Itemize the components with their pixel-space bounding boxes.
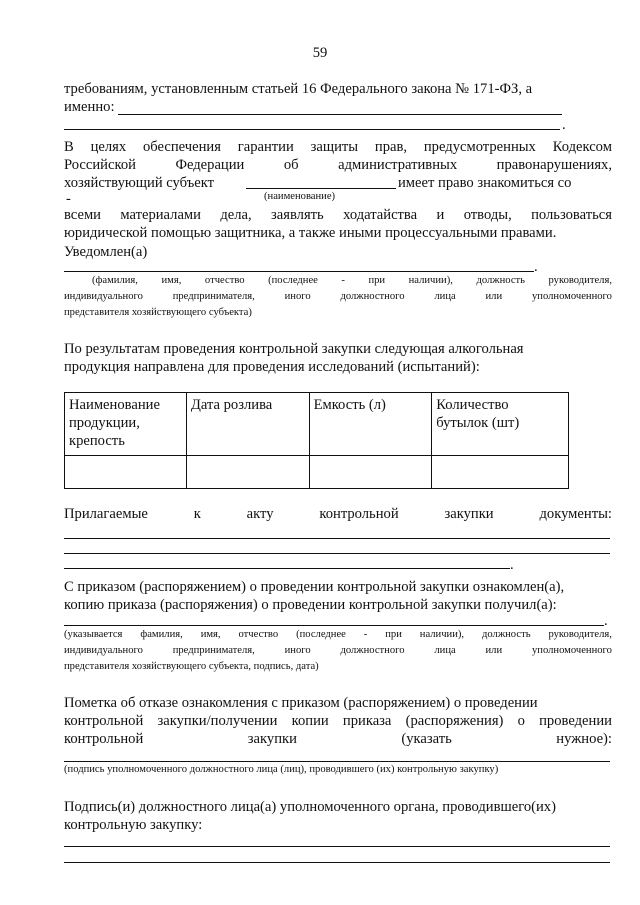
word: предусмотренных <box>423 139 536 155</box>
word: - <box>341 275 345 286</box>
signature-blank-line-2 <box>64 862 610 863</box>
word: целях <box>90 139 127 155</box>
word: должность <box>481 629 531 640</box>
word: закупки/получении <box>157 713 278 729</box>
refusal-line-2 <box>64 712 612 730</box>
notified-caption-3: представителя хозяйствующего субъекта) <box>64 307 252 318</box>
header-bottling-date <box>186 393 309 456</box>
word: об <box>283 157 299 173</box>
page-number: 59 <box>312 45 328 61</box>
header-text-line: бутылок (шт) <box>436 415 520 431</box>
attached-documents-line <box>64 505 612 523</box>
word: уполномоченного <box>531 645 612 656</box>
word: иного <box>284 645 311 656</box>
word: всеми <box>64 207 101 223</box>
word: или <box>485 291 503 302</box>
refusal-line-3 <box>64 730 612 748</box>
word: правонарушениях, <box>496 157 612 173</box>
word: фамилия, <box>140 629 183 640</box>
word: Кодексом <box>552 139 612 155</box>
word: копии <box>291 713 329 729</box>
header-text-line: Количество <box>436 397 509 413</box>
word: и <box>436 207 445 223</box>
header-product-name <box>65 393 187 456</box>
signature-blank-line-1 <box>64 846 610 847</box>
word: наличии), <box>419 629 465 640</box>
refusal-line-1: Пометка об отказе ознакомления с приказом (распоряжением) о проведении <box>64 695 538 711</box>
table-cell[interactable] <box>309 456 432 489</box>
signature-line-2: контрольную закупку: <box>64 817 203 833</box>
word: предпринимателя, <box>172 291 255 302</box>
header-text-line: продукции, <box>69 415 140 431</box>
word: иного <box>284 291 311 302</box>
rights-line-3-right: имеет право знакомиться со <box>398 175 572 191</box>
table-cell[interactable] <box>186 456 309 489</box>
word: (распоряжения) <box>405 713 504 729</box>
notified-period: . <box>534 259 538 275</box>
notified-caption-2 <box>64 290 612 304</box>
notified-signature-line <box>64 271 534 272</box>
header-text-line: крепость <box>69 433 125 449</box>
word: закупки <box>444 506 494 522</box>
intro-period: . <box>562 117 566 133</box>
word: имя, <box>161 275 182 286</box>
results-line-1: По результатам проведения контрольной закупки следующая алкогольная <box>64 341 524 357</box>
word: закупки <box>247 731 297 747</box>
intro-line-1: требованиям, установленным статьей 16 Федерального закона № 171-ФЗ, а <box>64 81 533 97</box>
rights-dash: - <box>66 191 71 207</box>
order-period: . <box>604 613 608 629</box>
word: контрольной <box>319 506 399 522</box>
word: о <box>517 713 525 729</box>
word: должность <box>476 275 525 286</box>
rights-line-1 <box>64 138 612 156</box>
word: приказа <box>342 713 392 729</box>
word: отчество <box>204 275 245 286</box>
order-caption-2 <box>64 644 612 658</box>
word: уполномоченного <box>531 291 612 302</box>
table-cell[interactable] <box>65 456 187 489</box>
word: - <box>363 629 368 640</box>
header-text-line: Емкость (л) <box>313 397 386 413</box>
header-text-line: Дата розлива <box>190 397 273 413</box>
word: должностного <box>340 645 405 656</box>
word: акту <box>246 506 274 522</box>
word: индивидуального <box>64 291 143 302</box>
table-header-row <box>65 393 569 456</box>
word: индивидуального <box>64 645 143 656</box>
notified-caption-1 <box>92 274 612 288</box>
word: имя, <box>200 629 221 640</box>
word: (последнее <box>296 629 346 640</box>
table-row <box>65 456 569 489</box>
order-caption-1 <box>64 628 612 642</box>
word: обеспечения <box>142 139 221 155</box>
attached-blank-line-3 <box>64 568 510 569</box>
word: руководителя, <box>548 275 612 286</box>
order-line-1: С приказом (распоряжением) о проведении контрольной закупки ознакомлен(а), <box>64 579 565 595</box>
word: наличии), <box>408 275 453 286</box>
attached-period: . <box>510 557 514 573</box>
word: В <box>64 139 74 155</box>
table-cell[interactable] <box>432 456 569 489</box>
word: или <box>485 645 503 656</box>
word: проведении <box>539 713 612 729</box>
header-text-line: Наименование <box>69 397 160 413</box>
intro-blank-line-1 <box>118 114 562 115</box>
rights-line-4 <box>64 206 612 224</box>
word: лица <box>434 645 456 656</box>
word: отводы, <box>463 207 512 223</box>
refusal-caption: (подпись уполномоченного должностного лица (лиц), проводившего (их) контрольную закупку) <box>64 764 499 775</box>
word: лица <box>434 291 456 302</box>
word: контрольной <box>64 713 144 729</box>
word: гарантии <box>237 139 294 155</box>
word: к <box>193 506 201 522</box>
order-line-2: копию приказа (распоряжения) о проведении контрольной закупки получил(а): <box>64 597 557 613</box>
word: документы: <box>539 506 612 522</box>
signature-line-1: Подпись(и) должностного лица(а) уполномоченного органа, проводившего(их) <box>64 799 556 815</box>
word: при <box>368 275 386 286</box>
refusal-signature-line <box>64 761 610 762</box>
word: должностного <box>340 291 405 302</box>
rights-line-2 <box>64 156 612 174</box>
word: отчество <box>238 629 279 640</box>
intro-line-2: именно: <box>64 99 115 115</box>
word: нужное): <box>556 731 612 747</box>
rights-line-5: юридической помощью защитника, а также иными процессуальными правами. <box>64 225 557 241</box>
rights-line-3-left: хозяйствующий субъект <box>64 175 215 191</box>
attached-blank-line-1 <box>64 538 610 539</box>
word: заявлять <box>271 207 324 223</box>
word: прав, <box>374 139 408 155</box>
word: (указывается <box>64 629 123 640</box>
word: при <box>385 629 402 640</box>
word: дела, <box>220 207 252 223</box>
word: Российской <box>64 157 136 173</box>
results-line-2: продукция направлена для проведения исследований (испытаний): <box>64 359 480 375</box>
header-bottle-count <box>432 393 569 456</box>
order-signature-line <box>64 625 604 626</box>
word: предпринимателя, <box>172 645 255 656</box>
word: контрольной <box>64 731 144 747</box>
word: Прилагаемые <box>64 506 148 522</box>
attached-blank-line-2 <box>64 553 610 554</box>
word: административных <box>338 157 458 173</box>
word: ходатайства <box>343 207 418 223</box>
word: Федерации <box>175 157 245 173</box>
header-capacity <box>309 393 432 456</box>
word: материалами <box>120 207 201 223</box>
name-caption: (наименование) <box>264 191 336 202</box>
word: (указать <box>401 731 452 747</box>
product-table <box>64 392 569 489</box>
order-caption-3: представителя хозяйствующего субъекта, подпись, дата) <box>64 661 319 672</box>
word: руководителя, <box>548 629 612 640</box>
word: (последнее <box>268 275 318 286</box>
word: пользоваться <box>531 207 612 223</box>
word: защиты <box>310 139 359 155</box>
intro-blank-line-2 <box>64 129 560 130</box>
entity-name-field <box>246 188 396 189</box>
notified-label: Уведомлен(а) <box>64 244 148 260</box>
word: (фамилия, <box>92 275 138 286</box>
